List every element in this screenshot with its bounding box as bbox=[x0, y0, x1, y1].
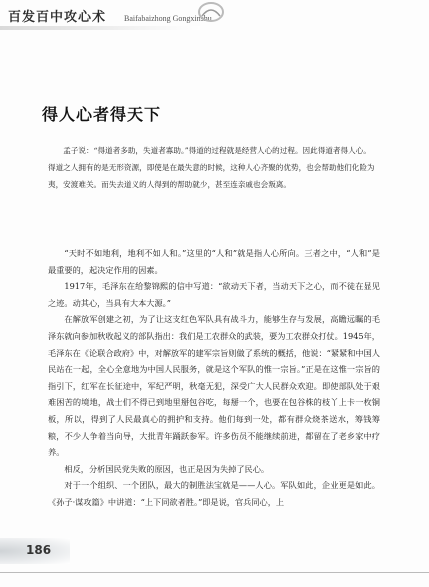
decorative-logo-icon bbox=[196, 0, 226, 24]
chapter-title: 得人心者得天下 bbox=[42, 105, 162, 124]
header-rule bbox=[0, 26, 200, 30]
epigraph-block bbox=[48, 142, 378, 193]
book-title-pinyin: Baifabaizhong Gongxinshu bbox=[124, 14, 212, 23]
footer-rule bbox=[0, 572, 429, 573]
body-paragraph: “天时不如地利，地利不如人和。”这里的“人和”就是指人心所向。三者之中，“人和”是最重要的，起决定作用的因素。 bbox=[48, 248, 380, 275]
body-paragraph: 对于一个组织、一个团队，最大的制胜法宝就是——人心。军队如此，企业更是如此。《孙子·谋攻篇》中讲道：“上下同欲者胜。”即是说，官兵同心，上 bbox=[48, 480, 380, 507]
book-title: 百发百中攻心术 bbox=[8, 10, 107, 25]
page-number-badge bbox=[0, 538, 80, 566]
page-number: 186 bbox=[26, 543, 52, 557]
body-paragraph: 1917年，毛泽东在给黎锦熙的信中写道：“欲动天下者，当动天下之心，而不徒在显见之迹。动其心，当具有大本大源。” bbox=[48, 281, 380, 308]
epigraph-paragraph: 孟子说：“得道者多助，失道者寡助。”得道的过程就是经营人心的过程。因此得道者得人心。得道之人拥有的是无形资源，即使是在最失意的时候，这种人心齐聚的优势，也会帮助他们化险为夷，安渡难关。而失去道义的人得到的帮助就少，甚至连亲戚也会叛离。 bbox=[48, 146, 375, 189]
running-header bbox=[0, 0, 429, 34]
body-text bbox=[48, 245, 380, 511]
body-paragraph: 在解放军创建之初，为了让这支红色军队具有战斗力，能够生存与发展，高瞻远瞩的毛泽东就向参加秋收起义的部队指出：我们是工农群众的武装，要为工农群众打仗。1945年，毛泽东在《论联合政府》中，对解放军的建军宗旨则做了系统的概括，他说：“紧紧和中国人民站在一起，全心全意地为中国人民服务，就是这个军队的惟一宗旨。”正是在这惟一宗旨的指引下，红军在长征途中，军纪严明，秋毫无犯，深受广大人民群众欢迎。即使部队处于艰难困苦的境地，战士们不得已到地里掰包谷吃，每掰一个，也要在包谷株的枝丫上卡一枚铜板，所以，得到了人民最真心的拥护和支持。他们每到一处，都有群众烧茶送水，筹钱筹粮，不少人争着当向导，大批青年踊跃参军。许多伤员不能继续前进，都留在了老乡家中疗养。 bbox=[48, 314, 380, 458]
body-paragraph: 相反，分析国民党失败的原因，也正是因为失掉了民心。 bbox=[64, 463, 270, 474]
